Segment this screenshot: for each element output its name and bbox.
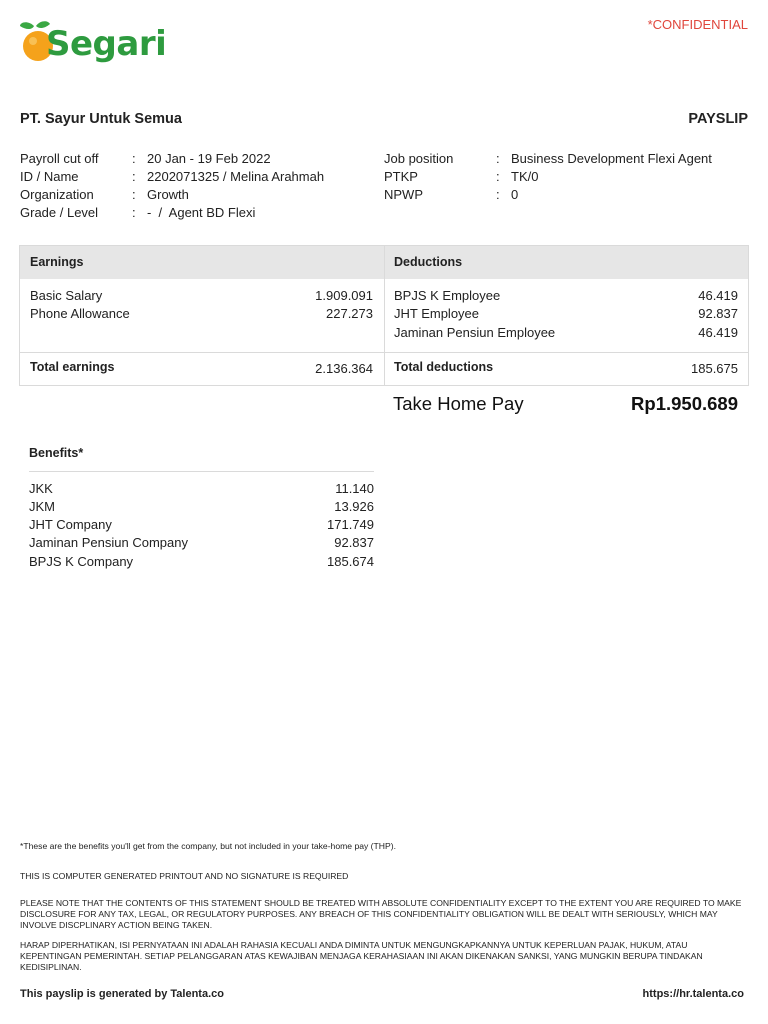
benefits-divider: [29, 471, 374, 472]
info-value: 0: [511, 187, 519, 202]
deductions-header: Deductions: [394, 255, 463, 269]
segari-logo: [20, 20, 167, 72]
info-value: 20 Jan - 19 Feb 2022: [147, 151, 271, 166]
info-value: TK/0: [511, 169, 539, 184]
totals-divider: [20, 352, 748, 353]
benefits-title: Benefits*: [29, 446, 84, 460]
benefit-name: BPJS K Company: [29, 554, 134, 569]
confidential-label: *CONFIDENTIAL: [647, 17, 748, 32]
earnings-deductions-table: [19, 245, 749, 386]
benefit-name: Jaminan Pensiun Company: [29, 535, 188, 550]
earning-name: Basic Salary: [30, 288, 103, 303]
earnings-header: Earnings: [30, 255, 84, 269]
generated-by-label: This payslip is generated by Talenta.co: [20, 988, 224, 1000]
employee-info-right: Job position : Business Development Flexi Agent PTKP : TK/0 NPWP : 0: [384, 151, 712, 202]
total-deductions-label: Total deductions: [394, 360, 494, 374]
deduction-amount: 92.837: [698, 306, 738, 321]
benefit-amount: 11.140: [335, 481, 374, 496]
deduction-name: BPJS K Employee: [394, 288, 501, 303]
deduction-name: Jaminan Pensiun Employee: [394, 325, 556, 340]
company-name: PT. Sayur Untuk Semua: [20, 111, 182, 127]
benefit-amount: 13.926: [334, 499, 374, 514]
benefits-list: [29, 481, 374, 573]
talenta-url-link[interactable]: https://hr.talenta.co: [642, 988, 744, 1000]
benefit-amount: 92.837: [334, 535, 374, 550]
benefit-name: JKM: [29, 499, 55, 514]
total-earnings-label: Total earnings: [30, 360, 115, 374]
total-deductions-value: 185.675: [691, 361, 738, 376]
brand-wordmark: Segari: [46, 24, 167, 64]
deduction-amount: 46.419: [698, 288, 738, 303]
info-label: PTKP: [384, 169, 418, 184]
info-value: Growth: [147, 187, 189, 202]
benefit-name: JHT Company: [29, 517, 112, 532]
take-home-pay-value: Rp1.950.689: [631, 393, 738, 414]
info-label: Job position: [384, 151, 454, 166]
confidentiality-note-en: PLEASE NOTE THAT THE CONTENTS OF THIS STATEMENT SHOULD BE TREATED WITH ABSOLUTE CONFIDENTIALITY EXCEPT TO THE EXTENT YOU ARE REQUIRED TO MAKE DISCLOSURE FOR ANY TAX, LEGAL, OR REGULATORY PURPOSES. ANY BREACH OF THIS CONFIDENTIALITY OBLIGATION WILL BE DEALT WITH SERIOUSLY, WHICH MAY INVOLVE DISCPLINARY ACTION BEING TAKEN.: [20, 898, 742, 930]
info-label: Grade / Level: [20, 205, 99, 220]
confidentiality-note-id: HARAP DIPERHATIKAN, ISI PERNYATAAN INI ADALAH RAHASIA KECUALI ANDA DIMINTA UNTUK MENGUNGKAPKANNYA UNTUK KEPERLUAN PAJAK, HUKUM, ATAU KEPENTINGAN PEMERINTAH. SETIAP PELANGGARAN ATAS KEWAJIBAN MENJAGA KERAHASIAAN INI AKAN DIKENAKAN SANKSI, YANG MUNGKIN BERUPA TINDAKAN KEDISIPLINAN.: [20, 940, 703, 972]
employee-info-left: Payroll cut off : 20 Jan - 19 Feb 2022 ID / Name : 2202071325 / Melina Arahmah Organization : Growth Grade / Level : - / Agent BD Flexi: [20, 151, 325, 220]
info-value: - / Agent BD Flexi: [147, 205, 256, 220]
info-value: 2202071325 / Melina Arahmah: [147, 169, 325, 184]
deduction-amount: 46.419: [698, 325, 738, 340]
info-label: Organization: [20, 187, 94, 202]
info-label: ID / Name: [20, 169, 79, 184]
benefit-amount: 171.749: [327, 517, 374, 532]
benefit-amount: 185.674: [327, 554, 374, 569]
column-divider: [384, 246, 385, 386]
benefits-footnote: *These are the benefits you'll get from the company, but not included in your take-home pay (THP).: [20, 841, 396, 851]
deduction-name: JHT Employee: [394, 306, 480, 321]
info-label: NPWP: [384, 187, 423, 202]
benefit-name: JKK: [29, 481, 53, 496]
document-title: PAYSLIP: [688, 111, 748, 127]
info-label: Payroll cut off: [20, 151, 99, 166]
earning-amount: 227.273: [326, 306, 373, 321]
computer-generated-note: THIS IS COMPUTER GENERATED PRINTOUT AND NO SIGNATURE IS REQUIRED: [20, 871, 349, 881]
take-home-pay-label: Take Home Pay: [393, 393, 524, 414]
earning-name: Phone Allowance: [30, 306, 130, 321]
earning-amount: 1.909.091: [315, 288, 373, 303]
total-earnings-value: 2.136.364: [315, 361, 373, 376]
info-value: Business Development Flexi Agent: [511, 151, 712, 166]
